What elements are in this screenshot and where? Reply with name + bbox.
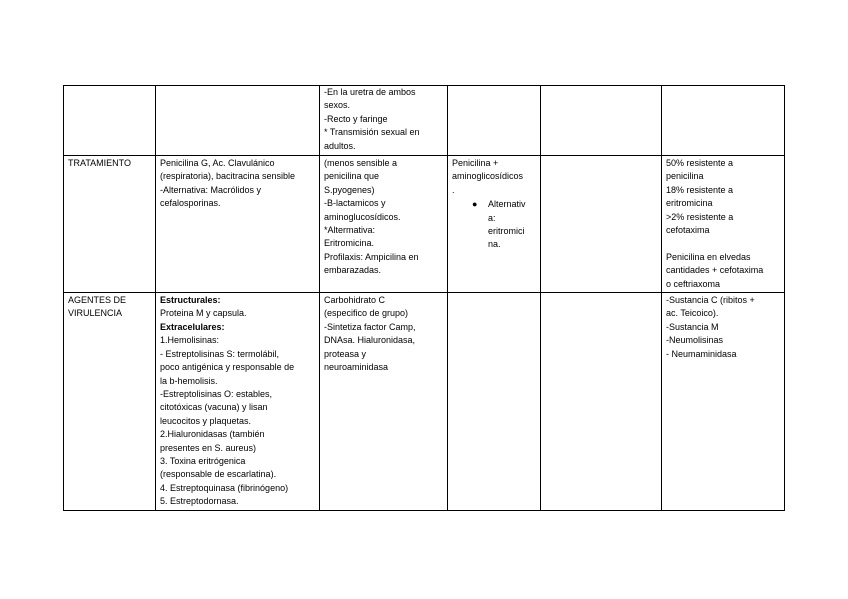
virulencia-col5 [541, 293, 662, 511]
section-heading-estructurales: Estructurales: [160, 295, 221, 306]
text-line: Alternativ [488, 199, 526, 210]
tratamiento-col4-lines [452, 157, 537, 197]
text-line: 4. Estreptoquinasa (fibrinógeno) [160, 482, 289, 493]
row-label-tratamiento [64, 156, 156, 293]
tratamiento-col4 [448, 156, 541, 293]
cell-row1-col4 [448, 86, 541, 156]
tratamiento-col5 [541, 156, 662, 293]
section-heading-extracelulares: Extracelulares: [160, 321, 225, 332]
tratamiento-col3 [320, 156, 448, 293]
clinical-table [63, 85, 785, 511]
text-line: la b-hemolisis. [160, 375, 218, 386]
table-row-tratamiento [64, 156, 785, 293]
text-line: 18% resistente a [666, 184, 734, 195]
text-line: sexos. [324, 100, 351, 111]
text-line: cefalosporinas. [160, 198, 221, 209]
text-line: -Sustancia C (ribitos + [666, 295, 755, 306]
text-line: Penicilina en elvedas [666, 251, 751, 262]
table-row-virulencia [64, 293, 785, 511]
cell-row1-col3 [320, 86, 448, 156]
cell-row1-col1 [64, 86, 156, 156]
text-line: proteasa y [324, 348, 367, 359]
text-line: Penicilina + [452, 158, 499, 168]
text-line: a: [488, 212, 496, 223]
text-line: eritromici [488, 226, 525, 237]
text-line: Penicilina G, Ac. Clavulánico [160, 158, 275, 168]
text-line [666, 237, 781, 250]
text-line: eritromicina [666, 198, 713, 209]
extracelulares-list [160, 334, 316, 508]
text-line: Profilaxis: Ampicilina en [324, 251, 419, 262]
text-line: (respiratoria), bacitracina sensible [160, 171, 296, 182]
text-line: -Recto y faringe [324, 113, 388, 124]
text-line: -Alternativa: Macrólidos y [160, 184, 262, 195]
virulencia-col2 [156, 293, 320, 511]
text-line: ac. Teicoico). [666, 308, 719, 319]
bullet-text [488, 198, 537, 252]
text-line: penicilina que [324, 171, 380, 182]
row-label-text: VIRULENCIA [68, 308, 123, 319]
estructurales-text: Proteina M y capsula. [160, 308, 247, 319]
text-line: -Sintetiza factor Camp, [324, 321, 416, 332]
text-line: *Altermativa: [324, 225, 376, 236]
virulencia-col3 [320, 293, 448, 511]
text-line: (responsable de escarlatina). [160, 469, 277, 480]
table-row-top [64, 86, 785, 156]
text-line: penicilina [666, 171, 704, 182]
text-line: -Neumolisinas [666, 335, 724, 346]
tratamiento-col2 [156, 156, 320, 293]
text-line: - Neumaminidasa [666, 348, 737, 359]
text-line: S.pyogenes) [324, 184, 375, 195]
text-line: >2% resistente a [666, 211, 734, 222]
text-line: adultos. [324, 140, 356, 151]
text-line: cantidades + cefotaxima [666, 265, 764, 276]
text-line: cefotaxima [666, 225, 710, 236]
text-line: embarazadas. [324, 265, 382, 276]
row-label-text: TRATAMIENTO [68, 158, 131, 168]
row-label-virulencia [64, 293, 156, 511]
cell-row1-col2 [156, 86, 320, 156]
row-label-text: AGENTES DE [68, 295, 127, 306]
text-line: leucocitos y plaquetas. [160, 415, 252, 426]
text-line: neuroaminidasa [324, 362, 389, 373]
virulencia-col6 [662, 293, 785, 511]
bullet-icon: ● [472, 199, 478, 210]
text-line: 2.Hialuronidasas (también [160, 429, 265, 440]
text-line: citotóxicas (vacuna) y lisan [160, 402, 268, 413]
text-line: -En la uretra de ambos [324, 87, 416, 97]
text-line: - Estreptolisinas S: termolábil, [160, 348, 280, 359]
text-line: poco antigénica y responsable de [160, 362, 295, 373]
text-line: aminoglucosídicos. [324, 211, 401, 222]
text-line: presentes en S. aureus) [160, 442, 257, 453]
text-line: Carbohidrato C [324, 295, 386, 306]
virulencia-col4 [448, 293, 541, 511]
text-line: 1.Hemolisinas: [160, 335, 220, 346]
text-line: . [452, 184, 455, 195]
text-line: o ceftriaxoma [666, 278, 721, 289]
text-line: aminoglicosídicos [452, 171, 524, 182]
text-line: * Transmisión sexual en [324, 127, 420, 138]
text-line: -B-lactamicos y [324, 198, 386, 209]
text-line: 50% resistente a [666, 158, 734, 168]
cell-row1-col5 [541, 86, 662, 156]
text-line: 5. Estreptodornasa. [160, 496, 239, 507]
bullet-item [452, 198, 537, 252]
text-line: na. [488, 239, 501, 250]
text-line: Eritromicina. [324, 238, 375, 249]
text-line: -Sustancia M [666, 321, 719, 332]
text-line: (menos sensible a [324, 158, 398, 168]
tratamiento-col6 [662, 156, 785, 293]
text-line: (especifico de grupo) [324, 308, 409, 319]
text-line: 3. Toxina eritrógenica [160, 455, 246, 466]
cell-row1-col6 [662, 86, 785, 156]
text-line: -Estreptolisinas O: estables, [160, 388, 273, 399]
text-line: DNAsa. Hialuronidasa, [324, 335, 416, 346]
